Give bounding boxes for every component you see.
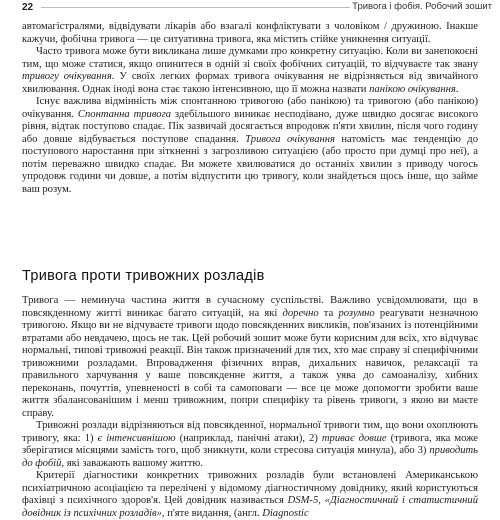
emphasis: розумно bbox=[338, 307, 375, 319]
page-header bbox=[0, 0, 500, 17]
emphasis: доречно bbox=[282, 307, 319, 319]
paragraph: Часто тривога може бути викликана лише думками про конкретну ситуацію. Коли ви занепокоєні тим, що може статися, якщо опинитеся в одній зі своїх фобічних ситуацій, то відчуваєте так звану тривогу очікування. У своїх легких формах тривога очікування не відрізняється від звичайного хвилювання. Однак іноді вона стає такою інтенсивною, що її можна назвати панікою очікування. bbox=[22, 46, 479, 95]
emphasis: приводить до фобій bbox=[22, 445, 478, 469]
paragraph: Критерії діагностики конкретних тривожних розладів були встановлені Американською психіатричною асоціацією та перелічені у відомому діагностичному довіднику, який користуються фахівці з психічного здоров'я. Цей довідник називається DSM-5, «Діагностичний і статистичний довідник із психічних розладів», п'яте видання, (англ. Diagnostic bbox=[22, 470, 478, 519]
emphasis: DSM-5, «Діагностичний і статистичний довідник із психічних розладів» bbox=[22, 495, 478, 519]
emphasis: тривогу очікування bbox=[22, 71, 112, 82]
section-intro-text bbox=[22, 21, 478, 196]
paragraph: Існує важлива відмінність між спонтанною тривогою (або панікою) та тривогою (або панікою) очікування. Спонтанна тривога здебільшого виникає несподівано, дуже швидко досягає високого рівня, відтак поступово спадає. Пік зазвичай досягається впродовж п'яти хвилин, після чого годину або довше відбувається поступове спадання. Тривога очікування натомість має тенденцію до поступового наростання при зіткненні з загрозливою ситуацією (або просто при думці про неї), а потім переважно швидко спадає. Ви можете хвилюватися до останніх хвилин з приводу чогось упродовж години чи довше, а потім відпустити цю тривогу, коли знайдеться щось інше, що займе ваш розум. bbox=[22, 96, 478, 195]
emphasis: триває довше bbox=[321, 432, 387, 444]
emphasis: є інтенсивнішою bbox=[97, 432, 176, 444]
section-heading: Тривога проти тривожних розладів bbox=[22, 268, 265, 284]
paragraph: Тривожні розлади відрізняються від повсякденної, нормальної тривоги тим, що вони охоплюють тривогу, яка: 1) є інтенсивнішою (наприклад, панічні атаки), 2) триває довше (тривога, яка може зберігатися місяцями замість того, щоб зникнути, коли стресова ситуація минула), або 3) приводить до фобій, які заважають вашому життю. bbox=[22, 420, 478, 469]
emphasis: Тривога очікування bbox=[245, 133, 335, 145]
page-number: 22 bbox=[22, 2, 34, 13]
paragraph: Тривога — неминуча частина життя в сучасному суспільстві. Важливо усвідомлювати, що в повсякденному житті виникає багато ситуацій, на які доречно та розумно реагувати незначною тривогою. Якщо ви не відчуваєте тривоги щодо повсякденних викликів, пов'язаних із потенційними втратами або невдачею, щось не так. Цей робочий зошит може бути корисним для всіх, хто відчуває нормальні, типові тривожні реакції. Він також призначений для тих, хто має справу зі специфічними тривожними розладами. Впровадження фізичних вправ, дихальних навичок, релаксації та правильного харчування у ваше повсякденне життя, а також уява до самоаналізу, хибних переконань, почуттів, упевненості в собі та самоповаги — все це може допомогти зробити ваше життя збалансованішим і менш тривожним, попри специфіку та рівень тривоги, з якою ви маєте справу. bbox=[22, 295, 478, 419]
running-title: Тривога і фобія. Робочий зошит bbox=[352, 1, 492, 12]
emphasis: Спонтанна тривога bbox=[77, 108, 172, 120]
header-divider bbox=[41, 7, 350, 8]
paragraph: автомагістралями, відвідувати лікарів або взагалі конфліктувати з чоловіком / дружиною. Інакше кажучи, фобічна тривога — це ситуативна тривога, яка містить стійке уникнення ситуації. bbox=[22, 21, 478, 45]
emphasis: панікою очікування bbox=[369, 83, 456, 95]
emphasis: Diagnostic bbox=[262, 507, 309, 519]
section-body-text bbox=[22, 295, 478, 520]
